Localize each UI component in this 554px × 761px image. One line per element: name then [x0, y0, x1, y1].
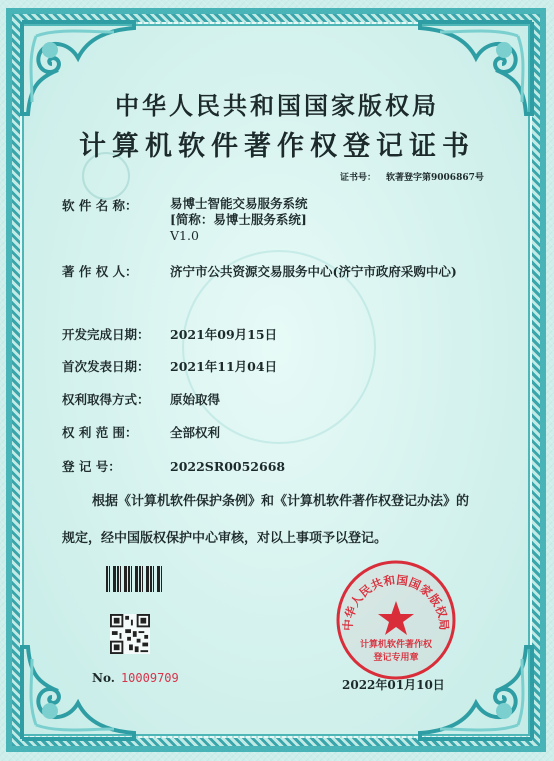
reg-no-value: 2022SR0052668	[170, 459, 286, 474]
seal-outer-text: 中华人民共和国国家版权局	[340, 572, 452, 632]
field-label: 权利取得方式：	[62, 392, 150, 407]
dev-date-row	[62, 325, 277, 343]
serial-value: 10009709	[120, 671, 179, 685]
scope-row	[62, 423, 220, 441]
software-name-row	[62, 196, 308, 244]
field-label: 开发完成日期：	[62, 327, 150, 342]
field-label: 权 利 范 围：	[62, 425, 138, 440]
official-seal-icon	[335, 559, 457, 681]
dev-date-value: 2021年09月15日	[170, 327, 278, 342]
cert-no-value: 软著登字第9006867号	[386, 173, 484, 183]
certificate-title: 计算机软件著作权登记证书	[79, 131, 475, 162]
acquire-row	[62, 390, 220, 408]
field-label: 首次发表日期：	[62, 359, 150, 374]
software-short-name: [简称：易博士服务系统]	[170, 212, 307, 227]
software-name: 易博士智能交易服务系统	[170, 196, 308, 211]
pub-date-value: 2021年11月04日	[170, 359, 278, 374]
corner-ornament-icon	[18, 643, 138, 743]
owner-row	[62, 262, 457, 280]
issuing-authority: 中华人民共和国国家版权局	[115, 91, 439, 120]
certificate-number	[340, 170, 484, 183]
seal-inner-line-2: 登记专用章	[373, 653, 419, 663]
statement-line-2: 规定，经中国版权保护中心审核，对以上事项予以登记。	[62, 531, 388, 546]
serial-number	[92, 671, 179, 685]
statement-line-1: 根据《计算机软件保护条例》和《计算机软件著作权登记办法》的	[92, 494, 470, 509]
pub-date-row	[62, 357, 277, 375]
acquire-value: 原始取得	[170, 392, 221, 407]
software-version: V1.0	[170, 228, 199, 243]
qr-code-icon	[110, 614, 150, 654]
field-label: 登 记 号：	[62, 459, 121, 474]
field-label: 著 作 权 人：	[62, 264, 138, 279]
serial-label: No.	[92, 671, 115, 685]
barcode-icon	[106, 566, 162, 592]
scope-value: 全部权利	[170, 425, 221, 440]
seal-inner-line-1: 计算机软件著作权	[359, 640, 433, 650]
reg-no-row	[62, 457, 285, 475]
cert-no-label: 证书号：	[340, 173, 377, 183]
owner-value: 济宁市公共资源交易服务中心(济宁市政府采购中心)	[170, 264, 457, 279]
issue-date: 2022年01月10日	[342, 678, 445, 692]
field-label: 软 件 名 称：	[62, 198, 138, 213]
